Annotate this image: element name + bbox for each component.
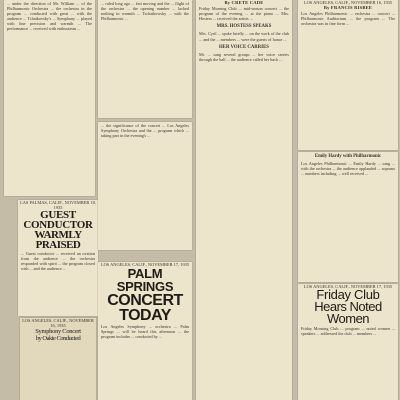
friday-headline-line3: Women [326, 311, 370, 326]
palm-headline [98, 267, 192, 323]
palm-headline-line2: CONCERT TODAY [107, 292, 183, 324]
col4-byline: By FRANCIS RISBEE [323, 5, 373, 10]
symphony-dateline: LOS ANGELES, CALIF., NOVEMBER 16, 1935 [22, 318, 94, 328]
guest-headline-line2: WARMLY PRAISED [34, 229, 82, 251]
guest-headline-line1: GUEST CONDUCTOR [23, 209, 93, 231]
col3-text2: Mrs. Cyril ... spoke briefly ... on the work of the club ... and the ... members ... were the guests of honor ... [199, 31, 289, 42]
guest-body: ... Guest conductor ... received an ovation from the audience ... the orchestra responded with spirit ... the program closed with ... and the audience ... [21, 251, 95, 272]
clipping-col2-mid [98, 122, 192, 250]
clipping-symphony-concert [20, 318, 96, 400]
friday-headline-line2: Hears Noted [314, 299, 382, 314]
clipping-col2-top [98, 0, 192, 118]
clipping-col2-top-text: ... ruled long ago ... fast moving and the ... flight of the orchestra ... the opening number ... lacked nothing in warmth ... Tschaikowsky ... with the Philharmonic ... [101, 1, 189, 22]
clipping-col1-top-text: ... under the direction of Mr. William ... of the Philharmonic Orchestra ... the orchestra in the program ... conducted with great ... with the audience ... Tchaikovsky's ... Symphony ... played with fine precision and warmth ... The performance ... received with enthusiasm ... [7, 1, 92, 32]
col4-top-text: Los Angeles Philharmonic ... orchestra ... concert ... Philharmonic Auditorium ... the program ... The orchestra was in fine form ... [301, 11, 395, 27]
palm-dateline: LOS ANGELES, CALIF., NOVEMBER 17, 1935 [100, 262, 190, 267]
clipping-col4-top [298, 0, 398, 150]
guest-headline [18, 210, 98, 250]
clipping-palm-springs [98, 262, 192, 400]
emily-text: Los Angeles Philharmonic ... Emily Hardy ... sang ... with the orchestra ... the audience applauded ... soprano ... numbers including ... well received ... [301, 161, 395, 177]
friday-dateline: LOS ANGELES, CALIF., NOVEMBER 17, 1935 [303, 284, 393, 289]
col3-text: Friday Morning Club ... mid-season concert ... the program of the evening ... at the piano ... Mrs. Hostess ... received the artists ... [199, 6, 289, 22]
friday-headline-line1: Friday Club [316, 287, 380, 302]
friday-headline [298, 289, 398, 325]
clipping-col1-top [4, 0, 95, 196]
symphony-headline [20, 328, 96, 342]
clipping-col2-mid-text: ... the significance of the concert ... Los Angeles Symphony Orchestra and the ... program which ... taking part in the evening's ... [101, 123, 189, 139]
symphony-headline-line1: Symphony Concert [35, 328, 81, 335]
col3-text3: Mr. ... sang several groups ... her voice carries through the hall ... the audience called her back ... [199, 51, 289, 62]
clipping-friday-club [298, 284, 398, 400]
palm-body: Los Angeles Symphony ... orchestra ... Palm Springs ... will be heard this afternoon ... the program includes ... conducted by ... [101, 324, 189, 340]
col3-byline: By CRETE CADE [224, 0, 264, 5]
clipping-guest-conductor [18, 200, 98, 316]
col3-subhead2: HER VOICE CARRIES [219, 44, 269, 50]
emily-heading: Emily Hardy with Philharmonic [314, 154, 382, 159]
col4-dateline: LOS ANGELES, CALIF., NOVEMBER 16, 1935 [303, 0, 393, 5]
palm-headline-line1: PALM SPRINGS [116, 266, 174, 294]
col3-subhead1: MRS. HOSTESS SPEAKS [216, 24, 272, 30]
symphony-headline-line2: by Oakie Conducted [35, 335, 81, 342]
clipping-emily-hardy [298, 152, 398, 282]
friday-text: Friday Morning Club ... program ... noted women ... speakers ... addressed the club ... members ... [301, 326, 395, 337]
clipping-col3 [196, 0, 292, 400]
guest-dateline: LAS PALMAS, CALIF., NOVEMBER 18, 1935 [20, 200, 96, 210]
